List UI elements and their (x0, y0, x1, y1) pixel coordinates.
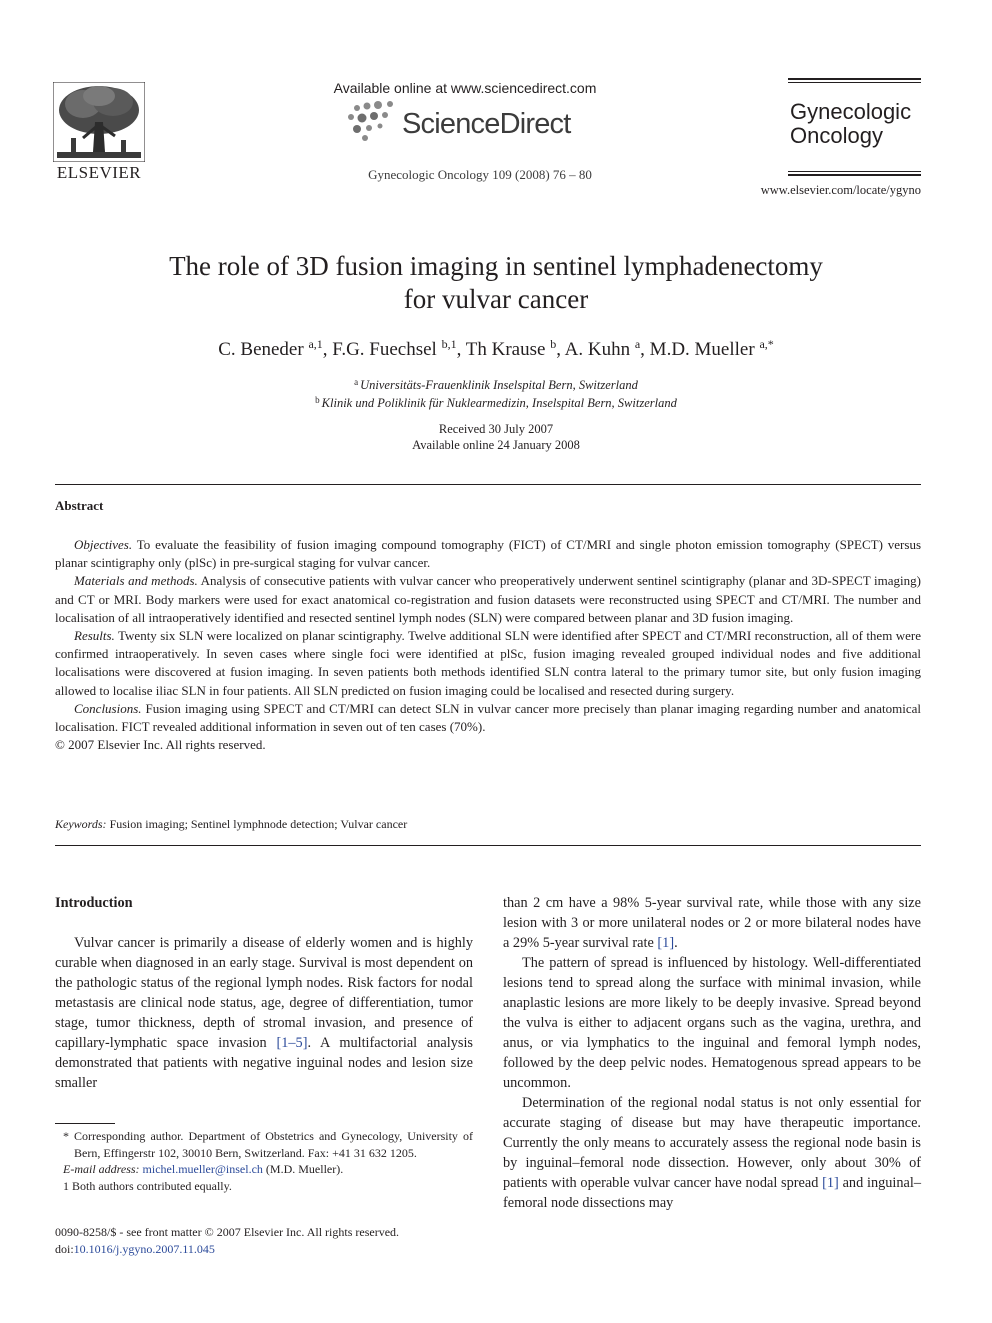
body-text: . (674, 935, 678, 951)
citation-link[interactable]: [1] (657, 935, 675, 951)
abstract-text: Twenty six SLN were localized on planar scintigraphy. Twelve additional SLN were identified after SPECT and CT/MRI reconstruction, all of them were confirmed intraoperatively. In seven cases where single foci were identified at plSc, fusion imaging revealed grouped individual nodes and five additional localisations were discovered at fusion imaging. In seven patients both methods identified SLN contra lateral to the primary tumor site, but only fusion imaging allowed to localise iliac SLN in four patients. All SLN predicted on fusion imaging could be localised and resected during surgery. (55, 628, 921, 698)
body-paragraph (503, 1093, 921, 1213)
doi-link[interactable]: 10.1016/j.ygyno.2007.11.045 (73, 1242, 215, 1256)
affiliation-mark: a (354, 377, 359, 387)
article-title-line2: for vulvar cancer (403, 284, 589, 314)
footnote-rule (55, 1123, 115, 1124)
affiliation-text: Klinik und Poliklinik für Nuklearmedizin, Inselspital Bern, Switzerland (321, 396, 677, 410)
abstract-conclusions (55, 700, 921, 736)
sciencedirect-dots-icon (345, 100, 401, 145)
author-affil-mark: a,* (759, 337, 774, 351)
journal-url[interactable]: www.elsevier.com/locate/ygyno (760, 183, 921, 197)
publisher-name: ELSEVIER (56, 163, 142, 182)
abstract-heading: Abstract (55, 498, 104, 513)
footnote-text: Corresponding author. Department of Obstetrics and Gynecology, University of Bern, Effingerstr 102, 30010 Bern, Switzerland. Fax: +41 31 632 1205. (69, 1129, 473, 1160)
doi-line (55, 1241, 473, 1258)
body-text: . A multifactorial analysis demonstrated that patients with negative inguinal nodes and lesion size smaller (55, 1035, 473, 1091)
body-column-left (55, 893, 473, 1093)
received-date: Received 30 July 2007 (438, 422, 554, 436)
abstract-label: Objectives. (74, 537, 133, 552)
issn-line: 0090-8258/$ - see front matter © 2007 Elsevier Inc. All rights reserved. (55, 1225, 400, 1239)
article-title-line1: The role of 3D fusion imaging in sentinel lymphadenectomy (169, 251, 823, 281)
available-online-text: Available online at www.sciencedirect.com (333, 80, 597, 96)
affiliation-mark: b (315, 395, 320, 405)
footnote-mark: * (63, 1129, 69, 1143)
citation-link[interactable]: [1] (822, 1175, 839, 1191)
abstract-body (55, 536, 921, 754)
front-matter (55, 1224, 473, 1258)
body-text: and inguinal–femoral node dissections may (503, 1175, 921, 1211)
keywords-list: Fusion imaging; Sentinel lymphnode detection; Vulvar cancer (106, 817, 408, 831)
keywords-label: Keywords: (55, 817, 107, 831)
abstract-text: To evaluate the feasibility of fusion imaging compound tomography (FICT) of CT/MRI and single photon emission tomography (SPECT) versus planar scintigraphy only (plSc) in pre-surgical staging for vulvar cancer. (55, 537, 921, 571)
abstract-methods (55, 572, 921, 627)
author-name: A. Kuhn (564, 339, 631, 360)
abstract-label: Results. (74, 628, 115, 644)
body-paragraph (55, 933, 473, 1093)
author-list: C. Beneder $^{a,1}$, F.G. Fuechsel $^{b,1}$, Th Krause $^b$, A. Kuhn $^a$, M.D. Mueller $^{a,*}$ (218, 337, 774, 360)
author-affil-mark: a,1 (308, 337, 323, 351)
journal-title-line1: Gynecologic (790, 99, 912, 124)
affiliation-a (60, 377, 932, 393)
affiliation-text: Universitäts-Frauenklinik Inselspital Bern, Switzerland (360, 378, 638, 392)
abstract-label: Conclusions. (74, 700, 142, 716)
email-owner: (M.D. Mueller). (262, 1162, 344, 1176)
author-affil-mark: b (550, 337, 557, 351)
email-label: E-mail address: (63, 1162, 140, 1176)
footnote-mark: 1 (63, 1178, 69, 1193)
footnotes (55, 1128, 473, 1194)
abstract-rule-bottom (55, 845, 921, 846)
journal-rule-top (788, 78, 921, 83)
abstract-objectives (55, 536, 921, 572)
journal-title-line2: Oncology (790, 123, 883, 148)
author-affil-mark: b,1 (441, 337, 457, 351)
section-heading-introduction: Introduction (55, 895, 133, 911)
author-name: M.D. Mueller (649, 339, 755, 360)
keywords (55, 817, 407, 832)
citation-link[interactable]: [1–5] (276, 1035, 308, 1051)
footnote-email (55, 1161, 473, 1178)
abstract-text: Analysis of consecutive patients with vulvar cancer who preoperatively underwent sentinel scintigraphy (planar and 3D-SPECT imaging) and CT or MRI. Body markers were used for exact anatomical co-registration and fusion datasets were reconstructed using SPECT and CT/MRI. The number and localisation of all intraoperatively identified and resected sentinel lymph nodes (SLN) were compared between planar and 3D fusion imaging. (55, 573, 921, 625)
footnote-corresponding (55, 1128, 473, 1161)
body-paragraph (503, 893, 921, 953)
author-affil-mark: a (634, 337, 641, 351)
available-date: Available online 24 January 2008 (412, 438, 580, 452)
body-column-right (503, 893, 921, 1213)
footnote-equal-contribution (55, 1178, 473, 1195)
abstract-text: Fusion imaging using SPECT and CT/MRI can detect SLN in vulvar cancer more precisely than planar imaging regarding number and anatomical localisation. FICT revealed additional information in seven out of ten cases (70%). (55, 700, 921, 735)
author-name: F.G. Fuechsel (332, 339, 437, 360)
body-text: Determination of the regional nodal status is not only essential for accurate staging of disease but may have therapeutic importance. Currently the only means to accurately assess the regional node basin is by inguinal–femoral node dissection. However, only about 30% of patients with operable vulvar cancer have nodal spread (503, 1095, 921, 1191)
abstract-copyright: © 2007 Elsevier Inc. All rights reserved. (55, 737, 266, 753)
abstract-rule-top (55, 484, 921, 485)
author-name: C. Beneder (218, 339, 304, 360)
email-link[interactable]: michel.mueller@insel.ch (142, 1162, 263, 1176)
author-name: Th Krause (465, 339, 546, 360)
journal-title (790, 100, 911, 148)
body-text: Vulvar cancer is primarily a disease of elderly women and is highly curable when diagnosed in an early stage. Survival is most dependent on the pathologic status of the regional lymph nodes. Risk factors for nodal metastasis are clinical node status, age, degree of differentiation, tumor stage, tumor thickness, depth of stromal invasion, and presence of capillary-lymphatic space invasion (55, 935, 473, 1051)
abstract-results (55, 627, 921, 700)
affiliation-b (60, 395, 932, 411)
journal-citation: Gynecologic Oncology 109 (2008) 76 – 80 (368, 167, 592, 182)
sciencedirect-wordmark: ScienceDirect (402, 108, 571, 140)
footnote-text: Both authors contributed equally. (69, 1178, 232, 1193)
doi-label: doi: (55, 1242, 74, 1256)
abstract-label: Materials and methods. (74, 573, 198, 589)
article-title (60, 250, 932, 316)
body-text: than 2 cm have a 98% 5-year survival rate, while those with any size lesion with 3 or more unilateral nodes or 2 or more bilateral nodes have a 29% 5-year survival rate (503, 895, 921, 951)
body-paragraph: The pattern of spread is influenced by histology. Well-differentiated lesions tend to spread along the surface with minimal invasion, while anaplastic lesions are more likely to be deeply invasive. Spread beyond the vulva is either to adjacent organs such as the vagina, urethra, and anus, or via lymphatics to the inguinal and femoral lymph nodes, followed by the deep pelvic nodes. Hematogenous spread appears to be uncommon. (503, 955, 921, 1091)
journal-rule-bottom (788, 171, 921, 176)
